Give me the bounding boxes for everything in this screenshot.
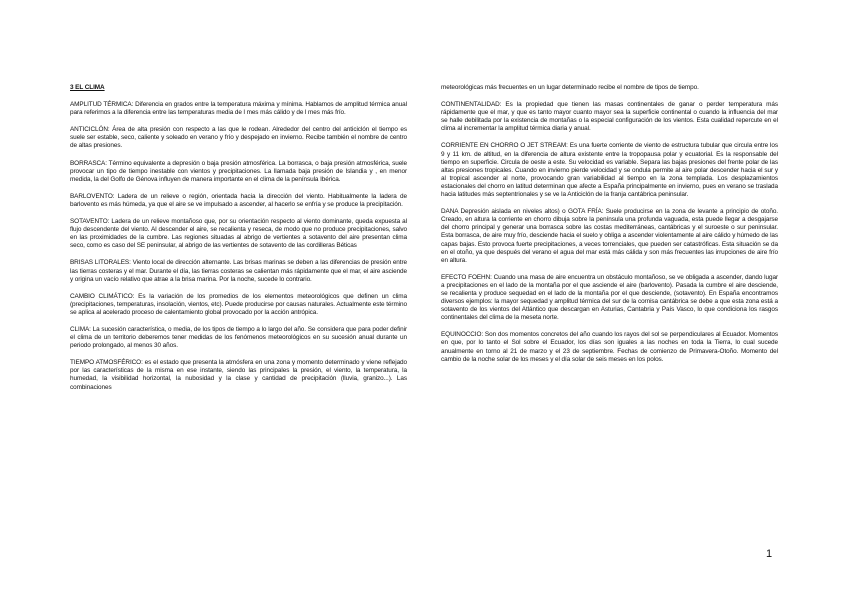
paragraph-jet-stream: CORRIENTE EN CHORRO O JET STREAM: Es una fuerte corriente de viento de estructura tubular que circula entre los 9 y 11 km. de altitud, en la diferencia de altura existente entre la tropopausa polar y ecuatorial. Es la responsable del tiempo en superficie. Circula de oeste a este. Su velocidad es variable. Separa las bajas presiones del frente polar de las altas presiones tropicales. Cuando en invierno pierde velocidad y se ondula permite al aire polar descender hacia el sur y al tropical ascender al norte, provocando gran variabilidad al tiempo en la zona templada. Los desplazamientos estacionales del chorro en latitud determinan que afecte a España principalmente en invierno, pues en verano se traslada hacia latitudes más septentrionales y se ve la Anticiclón de la franja cantábrica peninsular. bbox=[441, 142, 778, 199]
left-column bbox=[70, 84, 407, 401]
paragraph-sotavento: SOTAVENTO: Ladera de un relieve montañoso que, por su orientación respecto al viento dominante, queda expuesta al flujo descendente del viento. Al descender el aire, se recalienta y reseca, de modo que no produce precipitaciones, salvo en las proximidades de la cumbre. Las regiones situadas al abrigo de vertientes a sotavento del aire presentan clima seco, como es caso del SE peninsular, al abrigo de las vertientes de sotavento de las cordilleras Béticas bbox=[70, 218, 407, 250]
page-number: 1 bbox=[766, 548, 773, 560]
paragraph-tiempo-atmosferico: TIEMPO ATMOSFÉRICO: es el estado que presenta la atmósfera en una zona y momento determinado y viene reflejado por las características de la misma en ese instante, siendo las principales la presión, el viento, la temperatura, la humedad, la visibilidad horizontal, la nubosidad y la clase y cantidad de precipitación (lluvia, granizo...). Las combinaciones bbox=[70, 359, 407, 391]
paragraph-cambio-climatico: CAMBIO CLIMÁTICO: Es la variación de los promedios de los elementos meteorológicos que definen un clima (precipitaciones, temperaturas, insolación, vientos, etc). Puede producirse por causas naturales. Actualmente este término se aplica al acelerado proceso de calentamiento global provocado por la acción antrópica. bbox=[70, 292, 407, 316]
paragraph-brisas-litorales: BRISAS LITORALES: Viento local de dirección alternante. Las brisas marinas se deben a las diferencias de presión entre las tierras costeras y el mar. Durante el día, las tierras costeras se calientan más rápidamente que el mar, el aire asciende y origina un vacío relativo que atrae a la brisa marina. Por la noche, sucede lo contrario. bbox=[70, 259, 407, 283]
paragraph-tipos-de-tiempo: meteorológicas más frecuentes en un lugar determinado recibe el nombre de tipos de tiempo. bbox=[441, 84, 699, 91]
paragraph-barlovento: BARLOVENTO: Ladera de un relieve o región, orientada hacia la dirección del viento. Habitualmente la ladera de barlovento es más húmeda, ya que el aire se ve impulsado a ascender, al hacerlo se enfría y se produce la precipitación. bbox=[70, 192, 407, 208]
paragraph-equinoccio: EQUINOCCIO: Son dos momentos concretos del año cuando los rayos del sol se perpendiculares al Ecuador. Momentos en que, por lo tanto el Sol sobre el Ecuador, los días son iguales a las noches en toda la Tierra, lo cual sucede anualmente en torno al 21 de marzo y el 23 de septiembre. Fechas de comienzo de Primavera-Otoño. Momento del cambio de la noche solar de los meses y el día solar de seis meses en los polos. bbox=[441, 331, 778, 363]
paragraph-clima: CLIMA: La sucesión característica, o media, de los tipos de tiempo a lo largo del año. Se considera que para poder definir el clima de un territorio deberemos tener medidas de los fenómenos meteorológicos en su sucesión anual durante un periodo prolongado, al menos 30 años. bbox=[70, 325, 407, 350]
paragraph-dana-gota-fria: DANA Depresión aislada en niveles altos) o GOTA FRÍA: Suele producirse en la zona de levante a principio de otoño. Creado, en altura la corriente en chorro dibuja sobre la península una profunda vaguada, esta puede llegar a desgajarse del chorro principal y generar una borrasca sobre las costas mediterráneas, cantábricas y el suroeste o sur peninsular. Esta borrasca, de aire muy frío, desciende hacia el suelo y obliga a ascender violentamente al aire cálido y húmedo de las capas bajas. Esto provoca fuerte precipitaciones, a veces torrenciales, que pueden ser catastróficas. Esta situación se da en el otoño, ya que después del verano el agua del mar está más cálida y son más frecuentes las irrupciones de aire frío en altura. bbox=[441, 208, 778, 264]
paragraph-continentalidad: CONTINENTALIDAD: Es la propiedad que tienen las masas continentales de ganar o perder temperatura más rápidamente que el mar, y que es tanto mayor cuanto mayor sea la superficie continental o cuando la influencia del mar se halle debilitada por la existencia de montañas o la especial configuración de los vientos. Esta cualidad repercute en el clima al incrementar la amplitud térmica diaria y anual. bbox=[441, 101, 778, 133]
section-title: 3 EL CLIMA bbox=[70, 84, 105, 91]
paragraph-borrasca: BORRASCA: Término equivalente a depresión o baja presión atmosférica. La borrasca, o baja presión atmosférica, suele provocar un tipo de tiempo inestable con vientos y precipitaciones. La llamada baja presión de Islandia y , en menor medida, la del Golfo de Génova influyen de manera importante en el clima de la península Ibérica. bbox=[70, 159, 407, 183]
right-column bbox=[441, 84, 778, 373]
paragraph-anticiclon: ANTICICLÓN: Área de alta presión con respecto a las que le rodean. Alrededor del centro del anticiclón el tiempo es suele ser estable, seco, caliente y soleado en verano y frío y despejado en invierno. Recibe también el nombre de centro de altas presiones. bbox=[70, 126, 407, 150]
paragraph-amplitud-termica: AMPLITUD TÉRMICA: Diferencia en grados entre la temperatura máxima y mínima. Hablamos de amplitud térmica anual para referirnos a la diferencia entre las temperaturas media de l mes más cálido y de l mes más frío. bbox=[70, 101, 407, 117]
paragraph-efecto-foehn: EFECTO FOEHN: Cuando una masa de aire encuentra un obstáculo montañoso, se ve obligada a ascender, dando lugar a precipitaciones en el lado de la montaña por el que asciende el aire (barlovento). Pasada la cumbre el aire desciende, se recalienta y produce sequedad en el lado de la montaña por el que desciende, (sotavento). En España encontramos diversos ejemplos: la mayor sequedad y amplitud térmica del sur de la cornisa cantábrica se debe a que esta zona está a sotavento de los vientos del Atlántico que descargan en Asturias, Cantabria y País Vasco, lo que condiciona los rasgos continentales del clima de la meseta norte. bbox=[441, 273, 778, 322]
